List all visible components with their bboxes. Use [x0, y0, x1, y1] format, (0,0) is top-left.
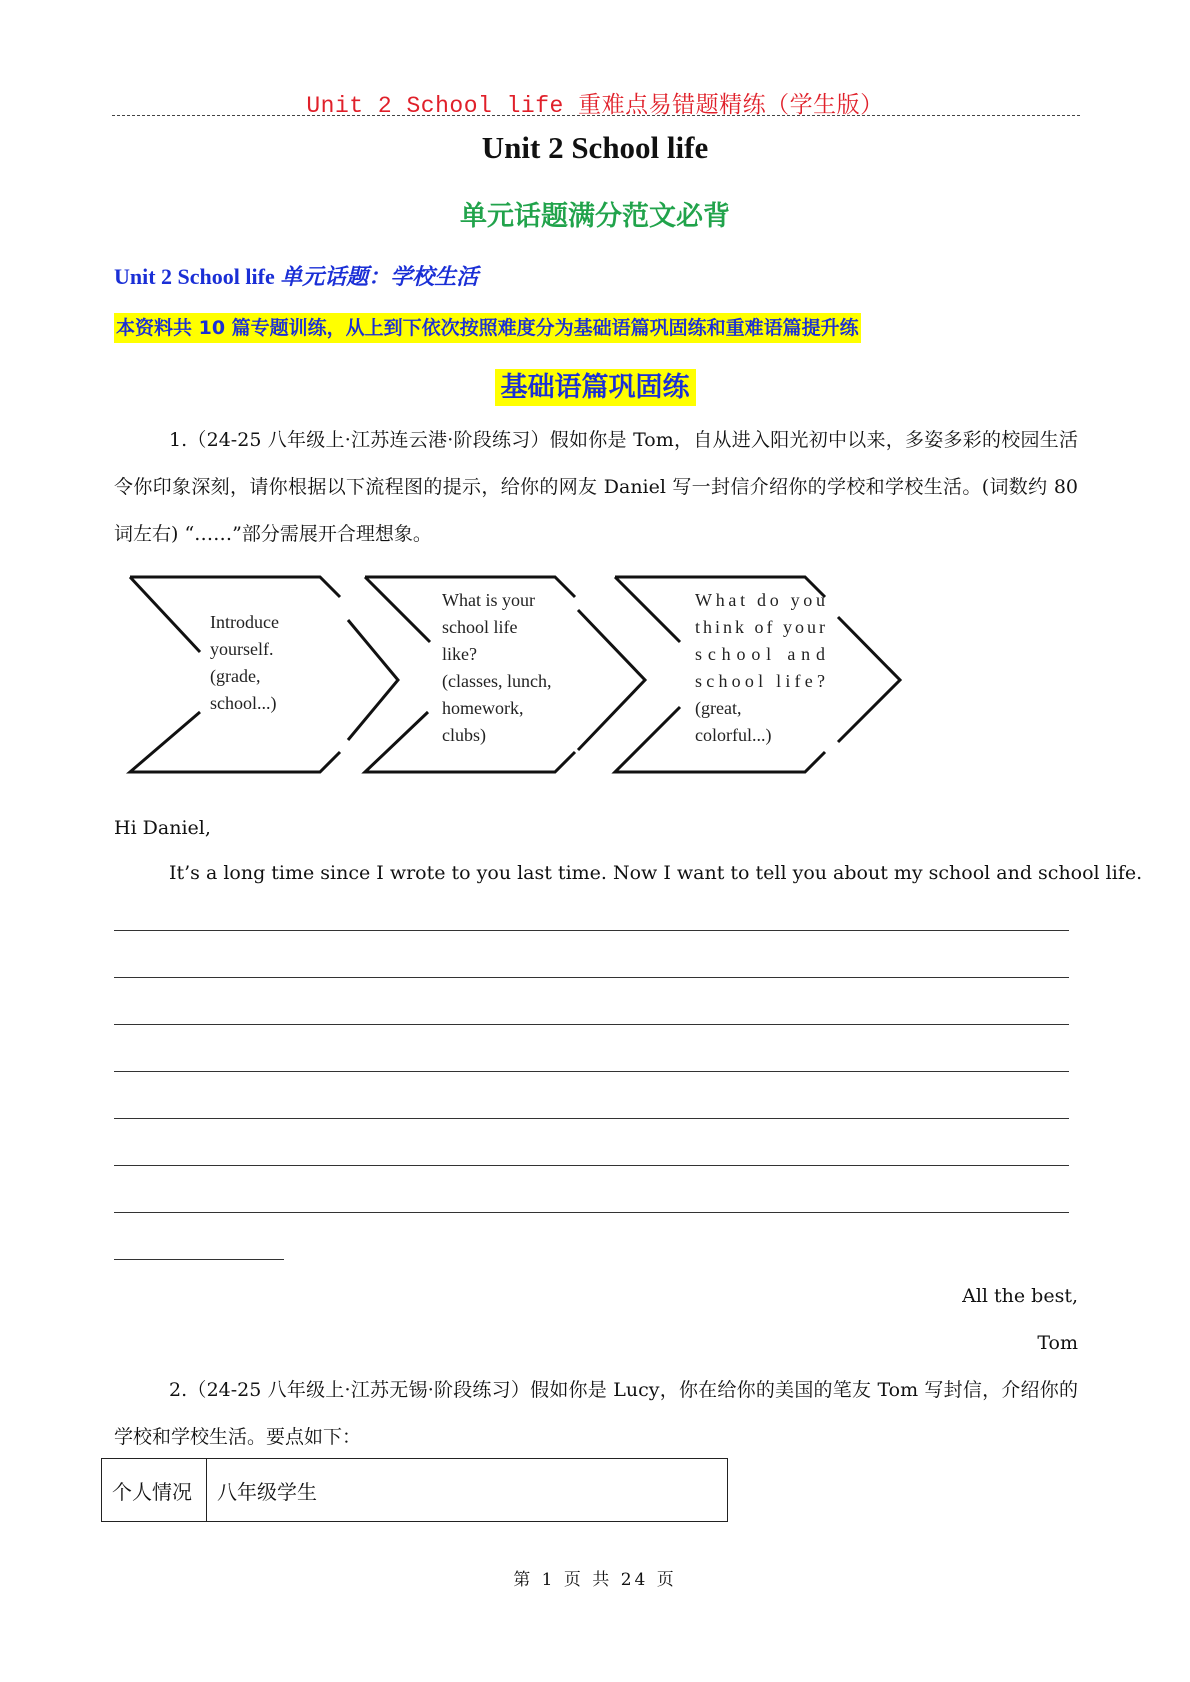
subtitle: 单元话题满分范文必背 — [460, 201, 730, 232]
flow-step-2-line-1: What is your — [442, 590, 535, 610]
flow-step-3 — [615, 577, 900, 772]
answer-line[interactable] — [114, 930, 1069, 931]
letter-signature: Tom — [1037, 1332, 1078, 1354]
flow-step-3-line-2: think of your — [695, 617, 825, 637]
flow-step-2-line-6: clubs) — [442, 725, 486, 745]
answer-line[interactable] — [114, 977, 1069, 978]
answer-line-short[interactable] — [114, 1259, 284, 1260]
flow-step-1-line-4: school...) — [210, 693, 277, 713]
question-2-prompt: 2.（24-25 八年级上·江苏无锡·阶段练习）假如你是 Lucy，你在给你的美国的笔友 Tom 写封信，介绍你的学校和学校生活。要点如下： — [114, 1379, 1078, 1448]
flow-step-1-line-3: (grade, — [210, 666, 261, 686]
flow-chart — [120, 572, 910, 782]
topic-line — [114, 260, 478, 291]
header-title: Unit 2 School life 重难点易错题精练（学生版） — [306, 93, 884, 119]
page-footer: 第 1 页 共 24 页 — [513, 1570, 677, 1590]
flow-step-1 — [130, 577, 398, 772]
flow-step-2-line-3: like? — [442, 644, 477, 664]
flow-step-3-line-5: (great, — [695, 698, 742, 718]
topic-label: 单元话题：学校生活 — [280, 264, 479, 290]
header-divider — [112, 115, 1080, 116]
flow-step-2-line-5: homework, — [442, 698, 524, 718]
answer-line[interactable] — [114, 1024, 1069, 1025]
flow-step-3-line-4: school life? — [695, 671, 825, 691]
flow-step-2-line-4: (classes, lunch, — [442, 671, 552, 691]
table-row — [102, 1459, 728, 1522]
highlight-banner: 本资料共 10 篇专题训练，从上到下依次按照难度分为基础语篇巩固练和重难语篇提升练 — [114, 313, 861, 343]
table-cell-label: 个人情况 — [102, 1459, 207, 1522]
flow-step-3-line-1: What do you — [695, 590, 825, 610]
flow-step-2 — [365, 577, 645, 772]
table-cell-value: 八年级学生 — [207, 1459, 728, 1522]
flow-step-1-line-2: yourself. — [210, 639, 274, 659]
flow-step-3-line-6: colorful...) — [695, 725, 772, 745]
answer-line[interactable] — [114, 1212, 1069, 1213]
document-title: Unit 2 School life — [481, 130, 709, 165]
answer-line[interactable] — [114, 1165, 1069, 1166]
flow-step-1-line-1: Introduce — [210, 612, 279, 632]
topic-prefix: Unit 2 School life — [114, 264, 281, 289]
section-heading — [0, 365, 1190, 404]
flow-step-2-line-2: school life — [442, 617, 518, 637]
answer-line[interactable] — [114, 1071, 1069, 1072]
letter-closing: All the best, — [962, 1285, 1078, 1307]
answer-line[interactable] — [114, 1118, 1069, 1119]
section-heading-text: 基础语篇巩固练 — [495, 369, 696, 406]
letter-opening: It’s a long time since I wrote to you last time. Now I want to tell you about my school and school life. — [169, 862, 1143, 884]
flow-step-3-line-3: school and — [695, 644, 825, 664]
requirements-table — [101, 1458, 728, 1522]
letter-greeting: Hi Daniel, — [114, 817, 211, 839]
question-1-prompt: 1.（24-25 八年级上·江苏连云港·阶段练习）假如你是 Tom，自从进入阳光初中以来，多姿多彩的校园生活令你印象深刻，请你根据以下流程图的提示，给你的网友 Daniel 写一封信介绍你的学校和学校生活。(词数约 80 词左右) “……”部分需展开合理想象。 — [114, 429, 1078, 545]
